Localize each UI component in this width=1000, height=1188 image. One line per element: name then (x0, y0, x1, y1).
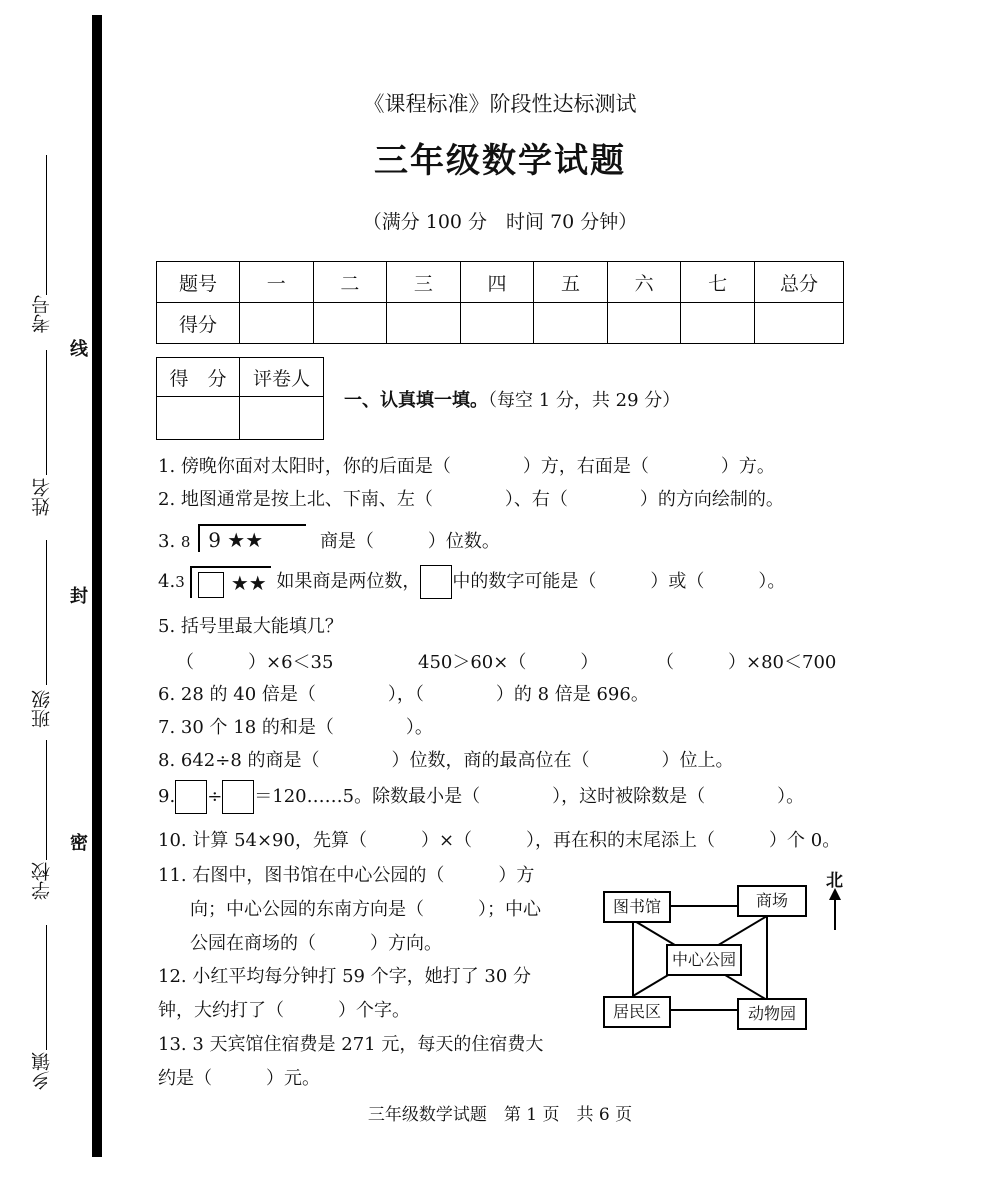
q9-text: ＝120……5。除数最小是（ ），这时被除数是（ ）。 (254, 786, 805, 807)
q9-divisor-box[interactable] (222, 780, 254, 814)
question-3 (158, 524, 500, 553)
question-10: 10. 计算 54×90，先算（ ）×（ ），再在积的末尾添上（ ）个 0。 (158, 830, 841, 851)
score-input-cell[interactable] (460, 303, 534, 344)
score-input-cell[interactable] (387, 303, 461, 344)
seal-mark-secret: 密 (70, 833, 88, 854)
q4-blank-box[interactable] (198, 572, 224, 598)
grader-name-cell[interactable] (240, 397, 324, 440)
score-cell: 七 (681, 262, 755, 303)
binding-bar (92, 15, 102, 1157)
q9-operator: ÷ (207, 786, 223, 807)
q4-stars: ★★ (230, 571, 267, 596)
question-7: 7. 30 个 18 的和是（ ）。 (158, 717, 433, 738)
class-line (46, 540, 47, 685)
exam-note: （满分 100 分 时间 70 分钟） (362, 211, 638, 233)
q4-divisor: 3 (175, 573, 185, 591)
question-5b: 450＞60×（ ） (418, 652, 599, 673)
question-4 (158, 565, 785, 599)
question-13-line2: 约是（ ）元。 (158, 1068, 320, 1089)
question-1: 1. 傍晚你面对太阳时，你的后面是（ ）方，右面是（ ）方。 (158, 456, 775, 477)
school-line (46, 740, 47, 860)
score-input-cell[interactable] (240, 303, 314, 344)
question-11-line3: 公园在商场的（ ）方向。 (190, 933, 442, 954)
score-input-cell[interactable] (755, 303, 844, 344)
seal-mark-line: 线 (70, 339, 88, 360)
town-line (46, 925, 47, 1050)
score-cell: 四 (460, 262, 534, 303)
question-5: 5. 括号里最大能填几？ (158, 616, 343, 637)
question-6: 6. 28 的 40 倍是（ ），（ ）的 8 倍是 696。 (158, 684, 649, 705)
question-12-line1: 12. 小红平均每分钟打 59 个字，她打了 30 分 (158, 966, 532, 987)
seal-mark-seal: 封 (70, 586, 88, 607)
score-cell: 六 (607, 262, 681, 303)
question-11-line1: 11. 右图中，图书馆在中心公园的（ ）方 (158, 865, 535, 886)
q3-dividend: 9 ★★ (198, 524, 306, 552)
exam-subtitle: 《课程标准》阶段性达标测试 (363, 92, 637, 116)
score-cell: 三 (387, 262, 461, 303)
question-13-line1: 13. 3 天宾馆住宿费是 271 元，每天的住宿费大 (158, 1034, 544, 1055)
section-heading (344, 386, 680, 412)
score-cell: 题号 (157, 262, 240, 303)
q4-number: 4. (158, 571, 176, 592)
grader-table (156, 357, 324, 440)
q3-number: 3. (158, 531, 176, 552)
grader-score-label: 得 分 (157, 358, 240, 397)
name-label: 姓名 (31, 478, 53, 516)
exam-title: 三年级数学试题 (374, 141, 626, 181)
map-node-residential: 居民区 (603, 996, 671, 1028)
score-cell: 一 (240, 262, 314, 303)
town-label: 乡镇 (31, 1052, 53, 1090)
question-12-line2: 钟，大约打了（ ）个字。 (158, 1000, 410, 1021)
q3-text: 商是（ ）位数。 (319, 531, 500, 552)
q4-text-post: 中的数字可能是（ ）或（ ）。 (452, 571, 786, 592)
score-input-cell[interactable] (681, 303, 755, 344)
q4-dividend (190, 566, 270, 598)
class-label: 班级 (31, 690, 53, 728)
school-label: 学校 (31, 862, 53, 900)
q4-text: 如果商是两位数， (276, 571, 421, 592)
q4-answer-box[interactable] (420, 565, 452, 599)
grader-name-label: 评卷人 (240, 358, 324, 397)
score-row-label: 得分 (157, 303, 240, 344)
section-note: （每空 1 分，共 29 分） (488, 390, 681, 411)
score-input-cell[interactable] (534, 303, 608, 344)
map-node-zoo: 动物园 (737, 998, 807, 1030)
score-cell: 总分 (755, 262, 844, 303)
grader-score-cell[interactable] (157, 397, 240, 440)
question-5c: （ ）×80＜700 (656, 652, 837, 673)
question-8: 8. 642÷8 的商是（ ）位数，商的最高位在（ ）位上。 (158, 750, 734, 771)
name-line (46, 350, 47, 475)
score-cell: 二 (313, 262, 387, 303)
map-node-park: 中心公园 (666, 944, 742, 976)
north-label: 北 (826, 871, 843, 891)
question-5a: （ ）×6＜35 (176, 652, 334, 673)
score-cell: 五 (534, 262, 608, 303)
q9-number: 9. (158, 786, 176, 807)
q3-divisor: 8 (180, 533, 191, 551)
page-footer: 三年级数学试题 第 1 页 共 6 页 (367, 1105, 633, 1125)
exam-number-label: 考号 (31, 295, 53, 333)
question-11-line2: 向；中心公园的东南方向是（ ）；中心 (190, 899, 541, 920)
question-9 (158, 780, 804, 814)
score-table (156, 261, 844, 344)
section-title: 一、认真填一填。 (344, 390, 488, 411)
score-table-header-row (157, 262, 844, 303)
score-input-cell[interactable] (607, 303, 681, 344)
score-input-cell[interactable] (313, 303, 387, 344)
map-node-library: 图书馆 (603, 891, 671, 923)
score-table-score-row (157, 303, 844, 344)
map-node-mall: 商场 (737, 885, 807, 917)
question-2: 2. 地图通常是按上北、下南、左（ ）、右（ ）的方向绘制的。 (158, 489, 784, 510)
q9-dividend-box[interactable] (175, 780, 207, 814)
